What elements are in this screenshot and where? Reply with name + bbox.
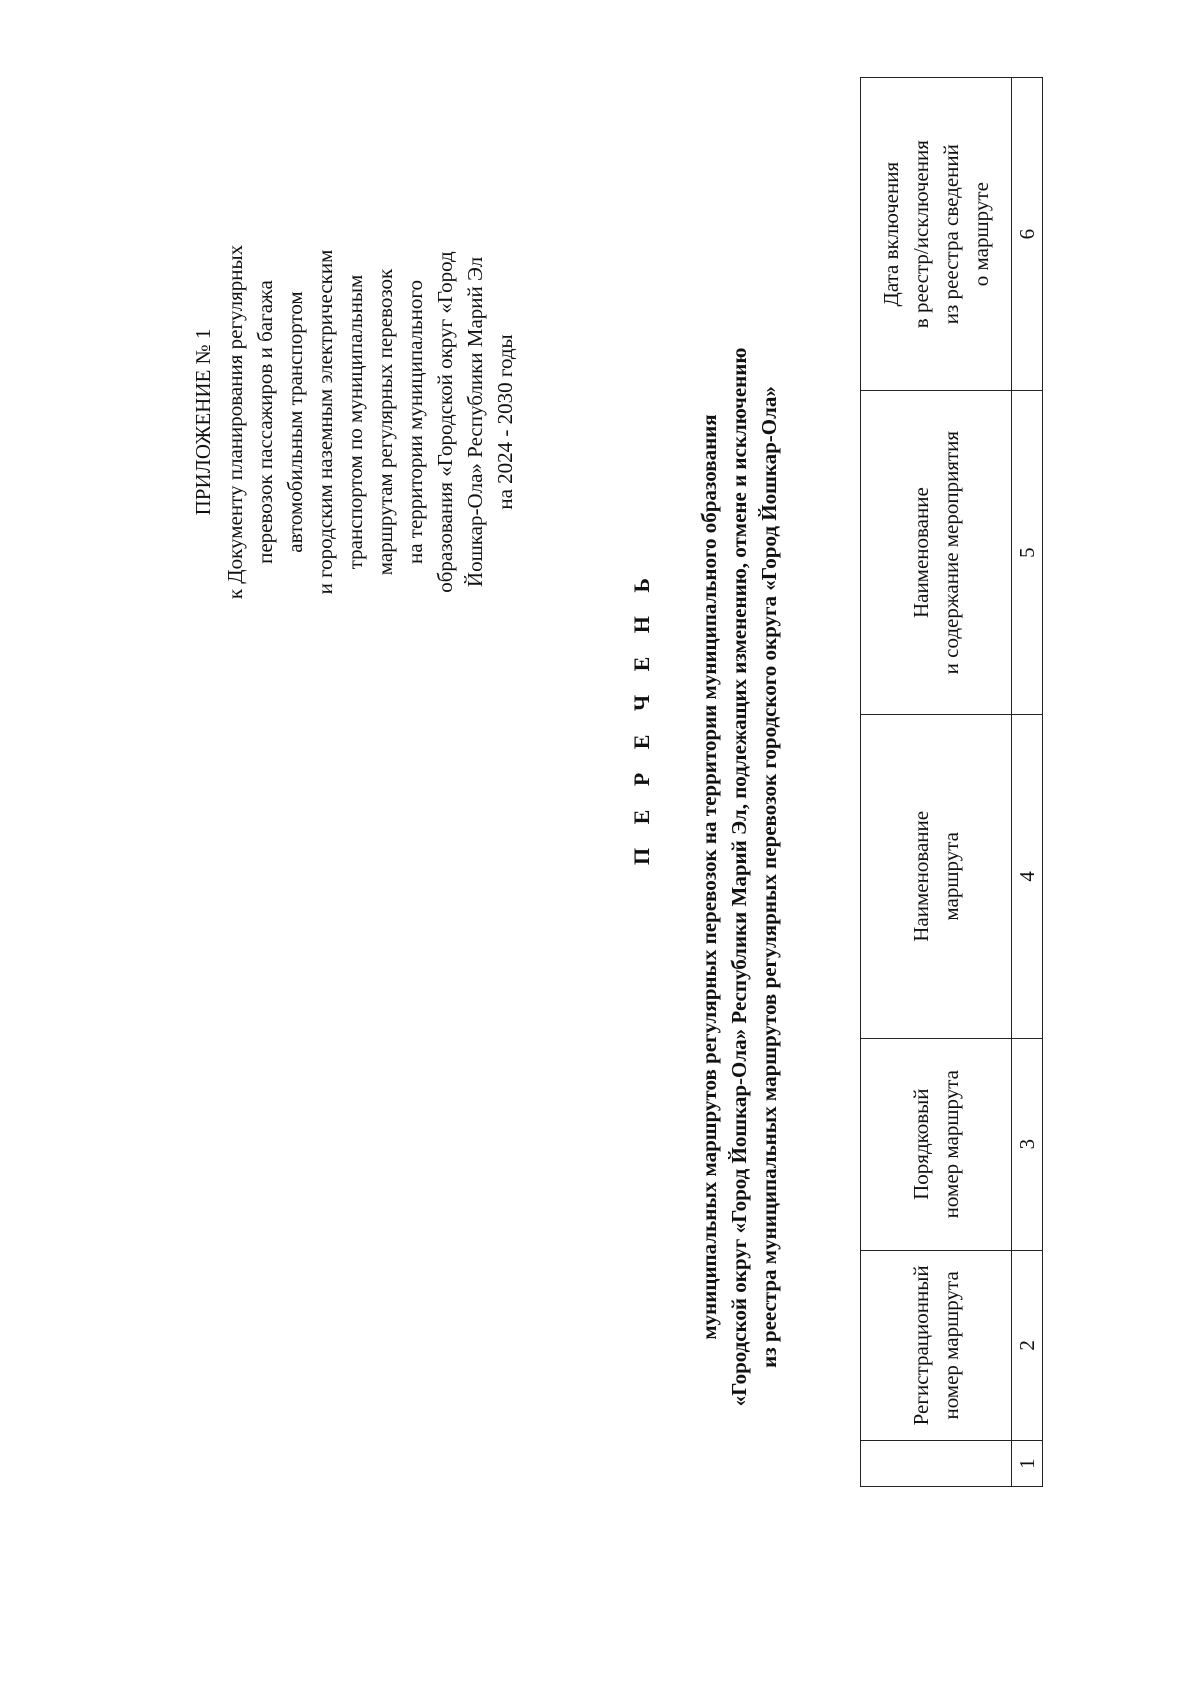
- header-cell-text: номер маршрута: [939, 1070, 963, 1219]
- appendix-heading: ПРИЛОЖЕНИЕ № 1: [191, 328, 215, 516]
- appendix-line: автомобильным транспортом: [283, 291, 307, 553]
- appendix-line: перевозок пассажиров и багажа: [253, 280, 277, 564]
- appendix-line: на 2024 - 2030 годы: [493, 334, 517, 510]
- document-title: П Е Р Е Ч Е Н Ь: [629, 569, 654, 865]
- header-cell-text: маршрута: [939, 832, 963, 921]
- header-cell-text: Наименование: [909, 487, 933, 619]
- header-cell-6: [861, 78, 1012, 391]
- appendix-line: на территории муниципального: [403, 279, 427, 565]
- appendix-block: [188, 222, 520, 622]
- column-number: 4: [1012, 714, 1043, 1038]
- document-subtitle: [694, 187, 784, 1567]
- column-number: 3: [1012, 1038, 1043, 1250]
- header-cell-text: из реестра сведений: [939, 144, 963, 325]
- column-number: 2: [1012, 1250, 1043, 1441]
- routes-table: [860, 77, 1043, 1487]
- header-cell-text: и содержание мероприятия: [939, 430, 963, 675]
- header-cell-4: [861, 714, 1012, 1038]
- header-cell-1: [861, 1441, 1012, 1487]
- subtitle-line: муниципальных маршрутов регулярных перевозок на территории муниципального образования: [697, 414, 721, 1340]
- appendix-line: маршрутам регулярных перевозок: [373, 268, 397, 576]
- header-cell-text: Порядковый: [909, 1088, 933, 1200]
- appendix-line: и городским наземным электрическим: [313, 249, 337, 595]
- header-cell-2: [861, 1250, 1012, 1441]
- header-cell-text: о маршруте: [969, 182, 993, 287]
- subtitle-line: «Городской округ «Город Йошкар-Ола» Республики Марий Эл, подлежащих изменению, отмене и исключению: [727, 347, 751, 1407]
- appendix-line: к Документу планирования регулярных: [223, 244, 247, 600]
- header-cell-3: [861, 1038, 1012, 1250]
- header-cell-text: Дата включения: [879, 161, 903, 307]
- header-cell-text: в реестр/исключения: [909, 140, 933, 329]
- appendix-line: транспортом по муниципальным: [343, 274, 367, 570]
- subtitle-line: из реестра муниципальных маршрутов регулярных перевозок городского округа «Город Йошкар-Ола»: [757, 386, 781, 1368]
- header-cell-text: номер маршрута: [939, 1271, 963, 1420]
- column-number-row: [1012, 78, 1043, 1487]
- column-number: 6: [1012, 78, 1043, 391]
- appendix-line: образования «Городской округ «Город: [433, 251, 457, 593]
- column-number: 1: [1012, 1441, 1043, 1487]
- appendix-line: Йошкар-Ола» Республики Марий Эл: [463, 256, 487, 588]
- header-cell-text: Наименование: [909, 810, 933, 942]
- header-cell-5: [861, 391, 1012, 715]
- header-cell-text: Регистрационный: [909, 1265, 933, 1426]
- document-title-block: [628, 187, 784, 1567]
- table-header-row: [861, 78, 1012, 1487]
- column-number: 5: [1012, 391, 1043, 715]
